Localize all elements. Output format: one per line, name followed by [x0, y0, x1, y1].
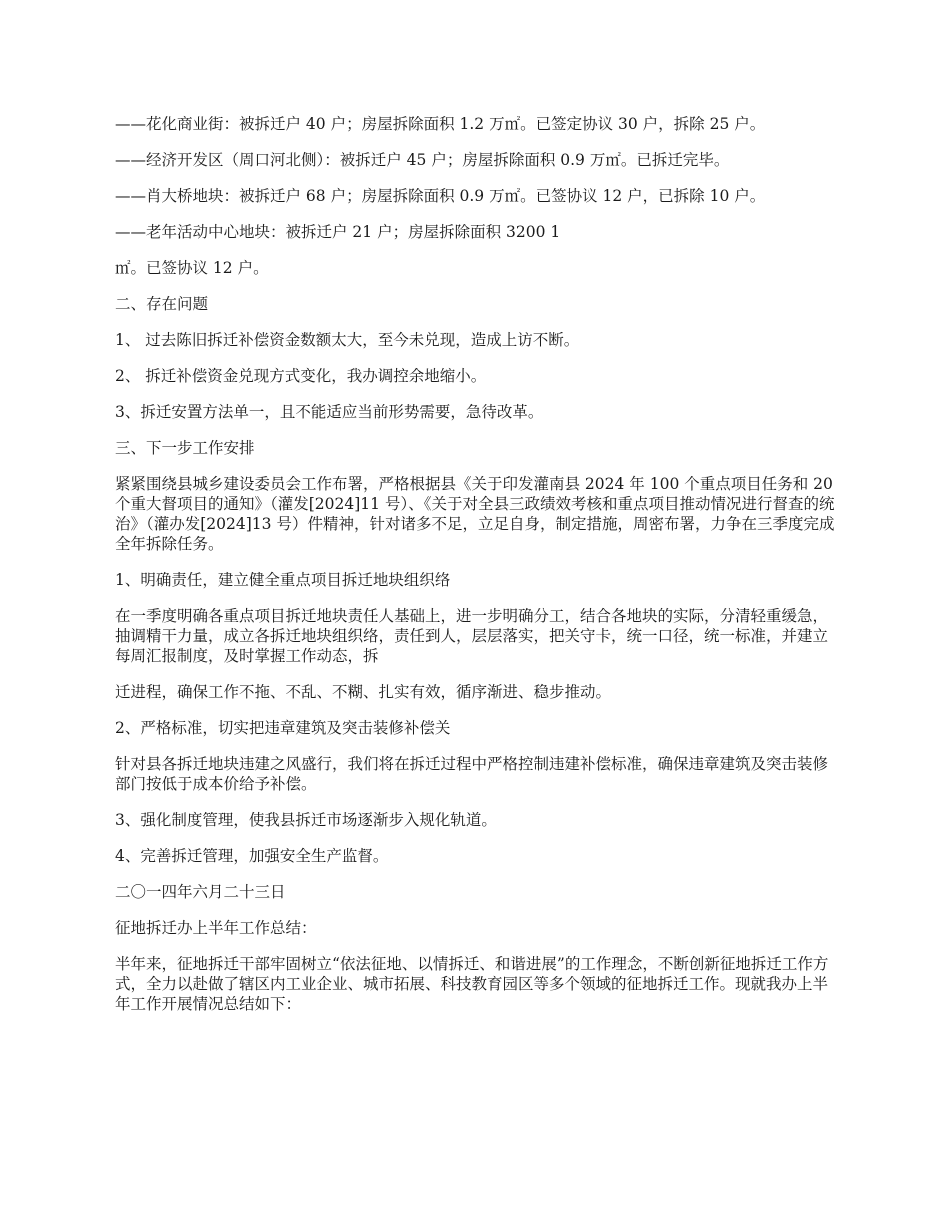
heading-existing-problems: 二、存在问题	[115, 295, 209, 313]
problem-item-2: 2、 拆迁补偿资金兑现方式变化，我办调控余地缩小。	[115, 367, 487, 385]
problem-item-1: 1、 过去陈旧拆迁补偿资金数额太大，至今未兑现，造成上访不断。	[115, 331, 580, 349]
document-body	[115, 114, 840, 1030]
step-body-1: 在一季度明确各重点项目拆迁地块责任人基础上，进一步明确分工，结合各地块的实际，分清轻重缓急，抽调精干力量，成立各拆迁地块组织络，责任到人，层层落实，把关守卡，统一口径，统一标准，并建立每周汇报制度，及时掌握工作动态，拆	[115, 607, 829, 665]
step-body-2: 针对县各拆迁地块违建之风盛行，我们将在拆迁过程中严格控制违建补偿标准，确保违章建筑及突击装修部门按低于成本价给予补偿。	[115, 755, 829, 793]
step-heading-4: 4、完善拆迁管理，加强安全生产监督。	[115, 847, 389, 865]
step-body-1-cont: 迁进程，确保工作不拖、不乱、不糊、扎实有效，循序渐进、稳步推动。	[115, 683, 612, 701]
document-date: 二〇一四年六月二十三日	[115, 883, 286, 901]
paragraph-senior-center-cont: ㎡。已签协议 12 户。	[115, 259, 269, 277]
problem-item-3: 3、拆迁安置方法单一，且不能适应当前形势需要，急待改革。	[115, 403, 544, 421]
step-heading-2: 2、严格标准，切实把违章建筑及突击装修补偿关	[115, 719, 451, 737]
paragraph-next-steps-intro: 紧紧围绕县城乡建设委员会工作布署，严格根据县《关于印发灌南县 2024 年 100 个重点项目任务和 20 个重大督项目的通知》（灌发[2024]11 号）、《关于对全县三政绩效考核和重点项目推动情况进行督查的统治》（灌办发[2024]13 号）件精神，针对诸多不足，立足自身，制定措施，周密布署，力争在三季度完成全年拆除任务。	[115, 475, 835, 553]
paragraph-senior-center: ——老年活动中心地块：被拆迁户 21 户；房屋拆除面积 3200 1	[115, 223, 561, 241]
paragraph-huahua-street: ——花化商业街：被拆迁户 40 户；房屋拆除面积 1.2 万㎡。已签定协议 30 户，拆除 25 户。	[115, 115, 766, 133]
paragraph-economic-zone: ——经济开发区（周口河北侧）：被拆迁户 45 户；房屋拆除面积 0.9 万㎡。已拆迁完毕。	[115, 151, 730, 169]
summary-title: 征地拆迁办上半年工作总结：	[115, 919, 317, 937]
heading-next-steps: 三、下一步工作安排	[115, 439, 255, 457]
step-heading-3: 3、强化制度管理，使我县拆迁市场逐渐步入规化轨道。	[115, 811, 497, 829]
step-heading-1: 1、明确责任，建立健全重点项目拆迁地块组织络	[115, 571, 451, 589]
paragraph-xiaodaqiao: ——肖大桥地块：被拆迁户 68 户；房屋拆除面积 0.9 万㎡。已签协议 12 户，已拆除 10 户。	[115, 187, 766, 205]
summary-intro: 半年来，征地拆迁干部牢固树立“依法征地、以情拆迁、和谐进展”的工作理念，不断创新征地拆迁工作方式，全力以赴做了辖区内工业企业、城市拓展、科技教育园区等多个领域的征地拆迁工作。现就我办上半年工作开展情况总结如下：	[115, 955, 829, 1013]
